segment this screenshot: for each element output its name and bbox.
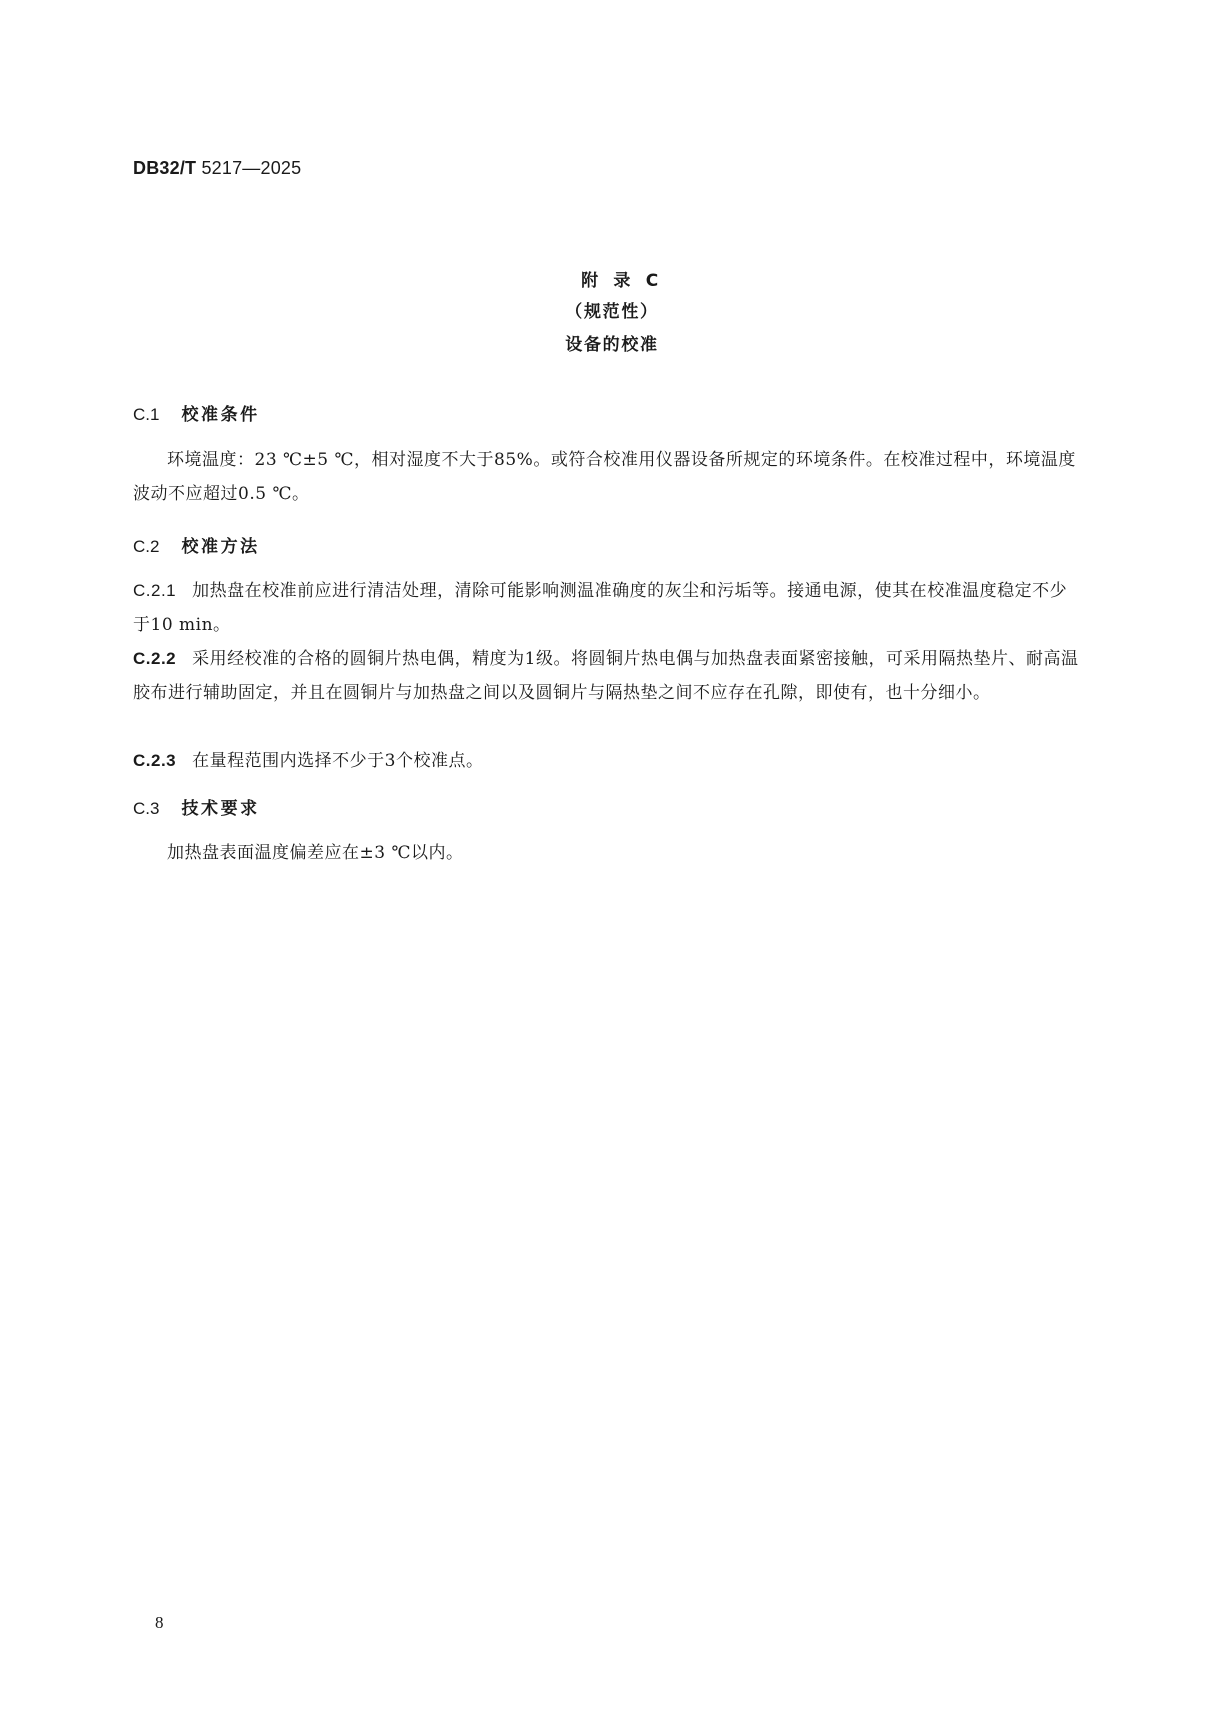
clause-c23 [133, 744, 1079, 778]
section-title: 校准条件 [181, 405, 260, 425]
annex-type: （规范性） [565, 302, 659, 322]
section-number: C.3 [133, 799, 160, 818]
standard-code [133, 158, 301, 179]
section-number: C.1 [133, 405, 160, 424]
section-c1-heading [133, 400, 260, 425]
annex-label: 附录C [581, 271, 674, 291]
clause-number: C.2.1 [133, 581, 177, 600]
section-c3-paragraph: 加热盘表面温度偏差应在±3 ℃以内。 [167, 843, 464, 863]
clause-number: C.2.2 [133, 649, 177, 668]
annex-title: 设备的校准 [565, 335, 659, 355]
section-c1-paragraph: 环境温度：23 ℃±5 ℃，相对湿度不大于85%。或符合校准用仪器设备所规定的环境条件。在校准过程中，环境温度波动不应超过0.5 ℃。 [133, 450, 1076, 504]
section-c3-heading [133, 794, 260, 819]
standard-code-number: 5217—2025 [201, 158, 302, 178]
section-number: C.2 [133, 537, 160, 556]
standard-code-prefix: DB [133, 158, 160, 178]
clause-c21 [133, 574, 1079, 642]
page-number: 8 [155, 1613, 164, 1632]
clause-text: 加热盘在校准前应进行清洁处理，清除可能影响测温准确度的灰尘和污垢等。接通电源，使其在校准温度稳定不少于10 min。 [133, 581, 1068, 635]
clause-text: 采用经校准的合格的圆铜片热电偶，精度为1级。将圆铜片热电偶与加热盘表面紧密接触，可采用隔热垫片、耐高温胶布进行辅助固定，并且在圆铜片与加热盘之间以及圆铜片与隔热垫之间不应存在孔隙，即使有，也十分细小。 [133, 649, 1079, 703]
section-title: 校准方法 [181, 537, 260, 557]
clause-number: C.2.3 [133, 751, 177, 770]
clause-text: 在量程范围内选择不少于3个校准点。 [192, 751, 484, 771]
standard-code-series: 32/T [159, 158, 197, 178]
clause-c22 [133, 642, 1079, 710]
section-title: 技术要求 [181, 799, 260, 819]
section-c2-heading [133, 532, 260, 557]
